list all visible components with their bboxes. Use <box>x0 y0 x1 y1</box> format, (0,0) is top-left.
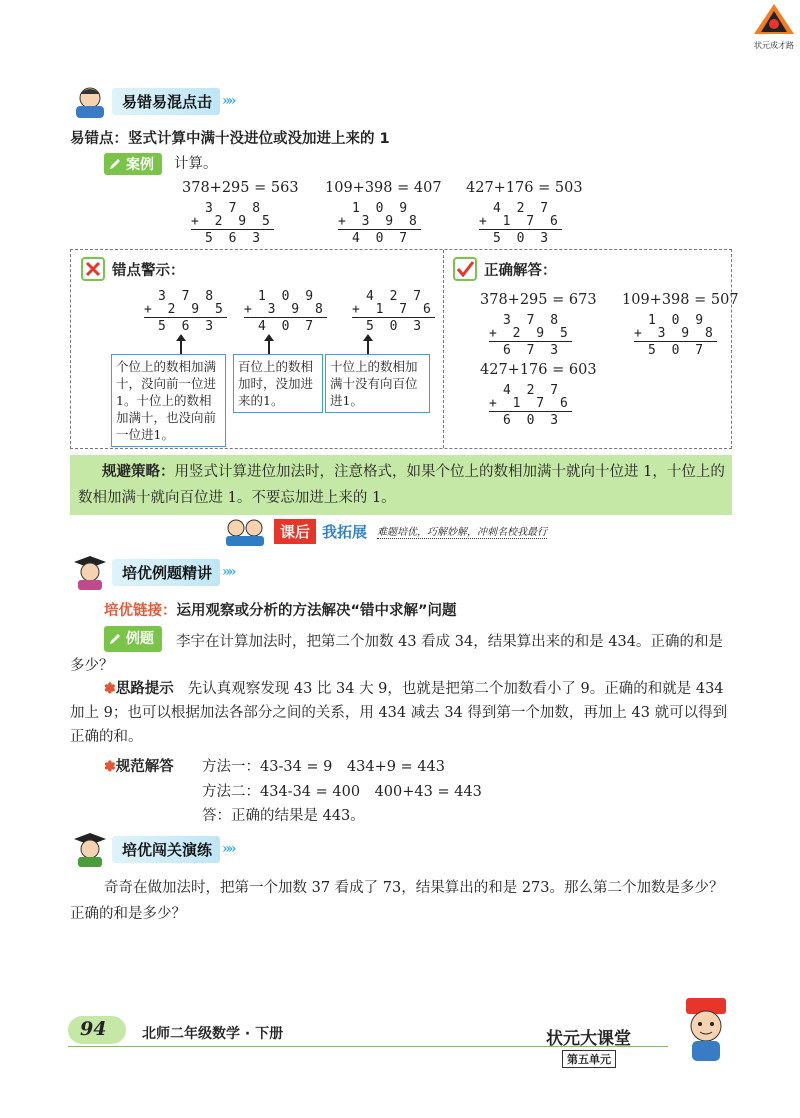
arrow-up-icon <box>367 340 369 354</box>
section-header-3 <box>68 834 234 864</box>
error-title: 错点警示： <box>112 262 185 279</box>
answer-line: 答：正确的结果是 443。 <box>202 808 365 824</box>
answer-line: 方法二：434-34 = 400 400+43 = 443 <box>202 784 482 800</box>
vertical-calc: 3 7 8 + 2 9 5 6 7 3 <box>489 313 572 358</box>
section-title: 易错易混点击 <box>112 88 220 115</box>
strategy-bar <box>70 455 732 515</box>
correct-equation: 378+295 = 673 <box>480 292 597 308</box>
hint-block <box>70 677 730 749</box>
example-equation: 378+295 = 563 <box>182 180 299 196</box>
chevron-right-icon: »» <box>222 93 234 109</box>
correct-equation: 109+398 = 507 <box>622 292 739 308</box>
graduate-boy-cartoon-icon <box>68 831 112 867</box>
arrow-up-icon <box>268 340 270 354</box>
answer-label-row <box>104 755 174 776</box>
vertical-calc: 3 7 8 + 2 9 5 5 6 3 <box>144 289 227 334</box>
unit-label: 第五单元 <box>562 1050 616 1068</box>
page-number: 94 <box>80 1018 107 1040</box>
footer <box>68 1016 800 1086</box>
vertical-calc: 3 7 8 + 2 9 5 5 6 3 <box>191 201 274 246</box>
teacher-cartoon-icon <box>68 84 112 118</box>
kids-cartoon-icon <box>222 516 268 546</box>
wrong-mark-icon <box>80 256 106 282</box>
arrow-up-icon <box>180 340 182 354</box>
extension-slogan: 难题培优，巧解妙解，冲刺名校我最行 <box>377 523 547 539</box>
error-note: 百位上的数相加时，没加进来的1。 <box>233 354 323 413</box>
section-header-1 <box>68 86 234 116</box>
vertical-calc: 4 2 7 + 1 7 6 6 0 3 <box>489 383 572 428</box>
strategy-label: 规避策略： <box>102 464 175 480</box>
case-text: 计算。 <box>174 156 218 172</box>
chevron-right-icon: »» <box>222 564 234 580</box>
mascot-icon <box>672 996 742 1066</box>
error-note: 个位上的数相加满十，没向前一位进1。十位上的数相加满十，也没向前一位进1。 <box>111 354 226 447</box>
correct-title: 正确解答： <box>484 262 557 279</box>
hint-text: 先认真观察发现 43 比 34 大 9，也就是把第二个加数看小了 9。正确的和就是 434 加上 9；也可以根据加法各部分之间的关系，用 434 减去 34 得到第一个加数，再加上 43 就可以得到正确的和。 <box>70 681 728 745</box>
check-mark-icon <box>452 256 478 282</box>
answer-line: 方法一：43-34 = 9 434+9 = 443 <box>202 759 445 775</box>
example-equation: 109+398 = 407 <box>325 180 442 196</box>
example-equation: 427+176 = 503 <box>466 180 583 196</box>
flower-icon: ✽ <box>104 681 116 697</box>
vertical-calc: 1 0 9 + 3 9 8 4 0 7 <box>338 201 421 246</box>
vertical-calc: 1 0 9 + 3 9 8 4 0 7 <box>244 289 327 334</box>
case-row <box>104 152 218 176</box>
section-title: 培优例题精讲 <box>112 559 220 586</box>
example-text: 李宇在计算加法时，把第二个加数 43 看成 34，结果算出来的和是 434。正确的和是多少？ <box>70 634 724 674</box>
box-divider <box>443 250 444 448</box>
error-note: 十位上的数相加满十没有向百位进1。 <box>325 354 430 413</box>
chevron-right-icon: »» <box>222 841 234 857</box>
hint-label: 思路提示 <box>115 681 174 697</box>
answer-label: 规范解答 <box>115 759 174 775</box>
book-title: 北师二年级数学 · 下册 <box>142 1026 284 1042</box>
extension-badge-1: 课后 <box>274 519 316 544</box>
series-title: 状元大课堂 <box>546 1029 631 1049</box>
logo-text: 状元成才路 <box>754 41 794 50</box>
page-number-badge <box>68 1016 126 1044</box>
practice-text: 奇奇在做加法时，把第一个加数 37 看成了 73，结果算出的和是 273。那么第二个加数是多少？正确的和是多少？ <box>70 880 724 922</box>
correct-equation: 427+176 = 603 <box>480 362 597 378</box>
training-link: 培优链接：运用观察或分析的方法解决“错中求解”问题 <box>104 603 457 619</box>
extension-badge-2: 我拓展 <box>322 522 368 541</box>
section-title: 培优闯关演练 <box>112 836 220 863</box>
error-point: 易错点：竖式计算中满十没进位或没加进上来的 1 <box>70 131 390 147</box>
vertical-calc: 4 2 7 + 1 7 6 5 0 3 <box>352 289 435 334</box>
flower-icon: ✽ <box>104 759 116 775</box>
extension-banner <box>222 516 547 546</box>
strategy-text: 用竖式计算进位加法时，注意格式，如果个位上的数相加满十就向十位进 1，十位上的数相加满十就向百位进 1。不要忘加进上来的 1。 <box>78 464 725 506</box>
graduate-cartoon-icon <box>68 554 112 590</box>
example-block <box>70 626 730 678</box>
error-title-row <box>80 256 185 282</box>
pencil-icon <box>108 632 122 646</box>
correct-title-row <box>452 256 557 282</box>
section-header-2 <box>68 557 234 587</box>
vertical-calc: 4 2 7 + 1 7 6 5 0 3 <box>479 201 562 246</box>
triangle-logo-icon <box>750 2 798 36</box>
brand-logo <box>750 2 798 50</box>
pencil-icon <box>108 157 122 171</box>
example-badge: 例题 <box>104 626 162 652</box>
case-badge: 案例 <box>104 153 162 175</box>
vertical-calc: 1 0 9 + 3 9 8 5 0 7 <box>634 313 717 358</box>
